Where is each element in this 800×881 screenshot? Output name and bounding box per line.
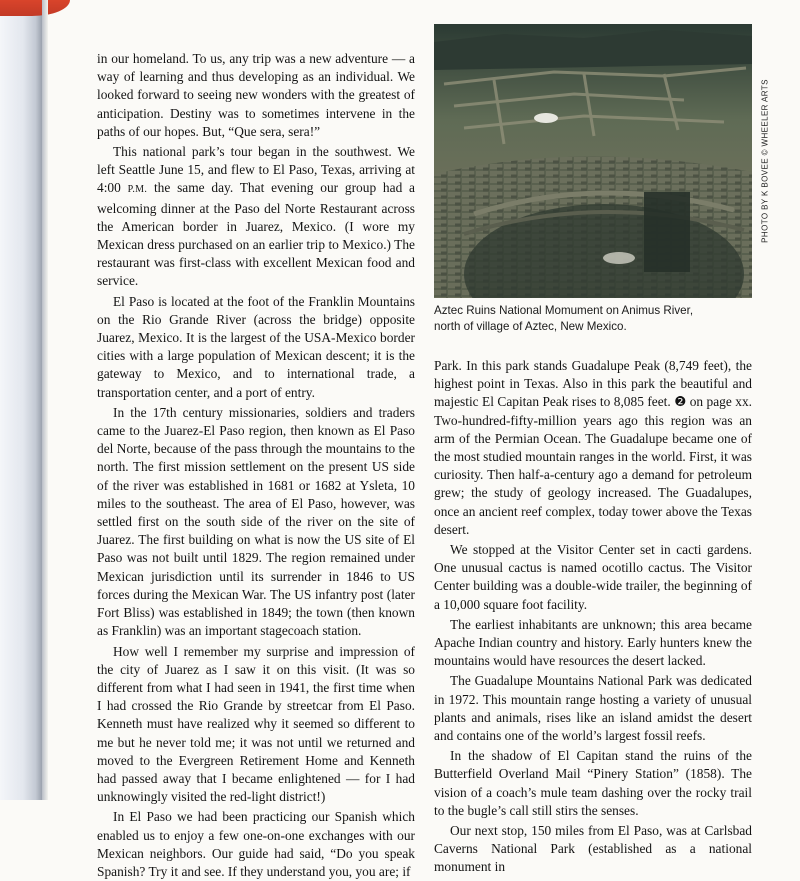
- paragraph: El Paso is located at the foot of the Franklin Mountains on the Rio Grande River (across the bridge) opposite Juarez, Mexico. It is the largest of the USA-Mexico border cities with a large population of Mexican descent; it is the gateway to Mexico, and to international trade, a transportation center, and a port of entry.: [97, 293, 415, 400]
- left-text-column: [97, 50, 415, 881]
- photo-credit: PHOTO BY K BOVEE © WHEELER ARTS: [760, 79, 770, 243]
- book-gutter: [0, 0, 42, 800]
- numbered-circle-icon: ❷: [674, 394, 687, 410]
- right-text-column: [434, 357, 752, 877]
- paragraph: In the shadow of El Capitan stand the ruins of the Butterfield Overland Mail “Pinery Station” (1858). The vision of a coach’s mule team dashing over the rocky trail to the bugle’s call still stirs the senses.: [434, 748, 752, 818]
- red-edge-decoration: [0, 0, 70, 16]
- paragraph: in our homeland. To us, any trip was a new adventure — a way of learning and thus developing as an individual. We looked forward to seeing new wonders with the greatest of anticipation. Destiny was to sometimes intervene in the paths of our hopes. But, “Que sera, sera!”: [97, 51, 415, 139]
- paragraph: In El Paso we had been practicing our Spanish which enabled us to enjoy a few one-on-one exchanges with our Mexican neighbors. Our guide had said, “Do you speak Spanish? Try it and see. If they understand you, you are; if: [97, 809, 415, 879]
- paragraph: This national park’s tour began in the southwest. We left Seattle June 15, and flew to El Paso, Texas, arriving at 4:00 P.M. the same day. That evening our group had a welcoming dinner at the Paso del Norte Restaurant across the American border in Juarez, Mexico. (I wore my Mexican dress purchased on an earlier trip to Mexico.) The restaurant was first-class with excellent Mexican food and service.: [97, 144, 416, 289]
- paragraph: The earliest inhabitants are unknown; this area became Apache Indian country and history. Early hunters knew the mountains would have resources the desert lacked.: [434, 616, 752, 669]
- paragraph: Park. In this park stands Guadalupe Peak (8,749 feet), the highest point in Texas. Also in this park the beautiful and majestic El Capitan Peak rises to 8,085 feet. ❷ on page xx. Two-hundred-fifty-million years ago this region was an arm of the Permian Ocean. The Guadalupe became one of the most studied mountain ranges in the world. First, it was curiosity. Then half-a-century ago a demand for petroleum grew; the study of geology increased. The Guadalupes, once an ancient reef complex, today tower above the Texas desert.: [434, 358, 752, 537]
- paragraph: The Guadalupe Mountains National Park was dedicated in 1972. This mountain range hosting a variety of unusual plants and animals, rises like an island amidst the desert and contains one of the world’s largest fossil reefs.: [434, 673, 752, 744]
- paragraph: In the 17th century missionaries, soldiers and traders came to the Juarez-El Paso region, then known as El Paso del Norte, because of the pass through the mountains to the north. The first mission settlement on the present US side of the river was established in 1681 or 1682 at Ysleta, 10 miles to the southeast. The area of El Paso, however, was settled first on the south side of the river on the site of Juarez. The first building on what is now the US site of El Paso was not built until 1829. The region remained under Mexican jurisdiction until its surrender in 1846 to US forces during the Mexican War. The US infantry post (later Fort Bliss) was established in 1849; the town (then known as Franklin) was an important stagecoach station.: [97, 404, 415, 639]
- paragraph: Our next stop, 150 miles from El Paso, was at Carlsbad Caverns National Park (established as a national monument in: [434, 823, 752, 875]
- aztec-ruins-photo: [434, 24, 752, 298]
- page-edge-shadow: [42, 0, 48, 800]
- small-caps-pm: P.M.: [127, 184, 148, 196]
- paragraph: How well I remember my surprise and impression of the city of Juarez as I saw it on this visit. (It was so different from what I had seen in 1941, the first time when I had crossed the Rio Grande by streetcar from El Paso. Kenneth must have realized why it seemed so different to me but he never told me; it was not until we returned and moved to the Evergreen Retirement Home and Kenneth had passed away that I became enlightened — for I had unknowingly visited the red-light district!): [97, 643, 415, 805]
- photo-caption: Aztec Ruins National Momument on Animus River, north of village of Aztec, New Mexico.: [434, 304, 694, 333]
- paragraph: We stopped at the Visitor Center set in cacti gardens. One unusual cactus is named ocotillo cactus. The Visitor Center building was a double-wide trailer, the beginning of a 10,000 square foot facility.: [434, 542, 752, 612]
